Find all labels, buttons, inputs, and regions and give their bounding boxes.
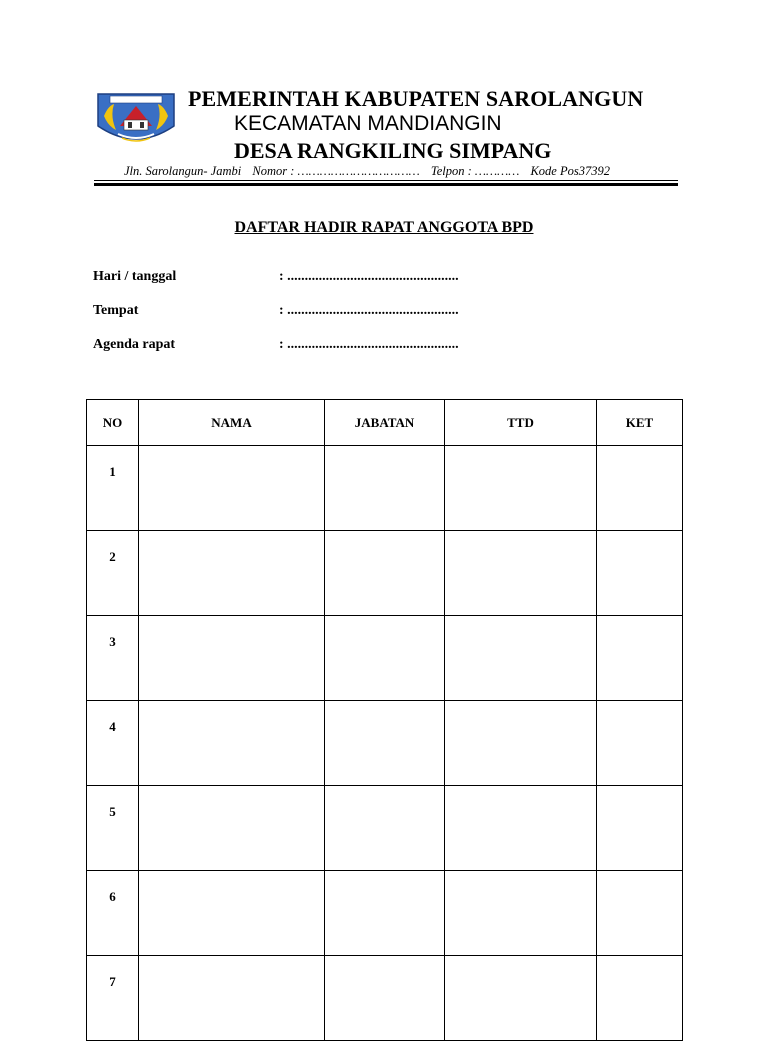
name-cell: [139, 531, 325, 616]
note-cell: [597, 786, 683, 871]
letterhead-divider-thin: [94, 180, 678, 181]
government-title: PEMERINTAH KABUPATEN SAROLANGUN: [188, 86, 644, 111]
address-line: [124, 164, 618, 179]
note-cell: [597, 531, 683, 616]
position-cell: [325, 786, 445, 871]
table-row: [87, 786, 683, 871]
document-title: DAFTAR HADIR RAPAT ANGGOTA BPD: [234, 219, 534, 236]
name-cell: [139, 446, 325, 531]
village-name: DESA RANGKILING SIMPANG: [234, 138, 552, 163]
nomor-field: Nomor : ……………………………: [252, 164, 420, 178]
field-label-date: Hari / tanggal: [93, 269, 177, 284]
row-number: 4: [87, 701, 139, 786]
table-row: [87, 701, 683, 786]
row-number: 3: [87, 616, 139, 701]
signature-cell: [445, 446, 597, 531]
regency-seal-icon: [94, 86, 178, 150]
district-name: KECAMATAN MANDIANGIN: [234, 112, 502, 135]
row-number: 5: [87, 786, 139, 871]
field-value-place: : .................................................: [279, 303, 459, 318]
position-cell: [325, 616, 445, 701]
table-row: [87, 616, 683, 701]
signature-cell: [445, 786, 597, 871]
regency-logo: [94, 86, 178, 150]
name-cell: [139, 956, 325, 1041]
name-cell: [139, 701, 325, 786]
field-label-agenda: Agenda rapat: [93, 337, 176, 352]
note-cell: [597, 871, 683, 956]
postal-code: Kode Pos37392: [530, 164, 610, 178]
header-nama: NAMA: [139, 400, 325, 446]
table-row: [87, 531, 683, 616]
position-cell: [325, 956, 445, 1041]
note-cell: [597, 446, 683, 531]
position-cell: [325, 531, 445, 616]
name-cell: [139, 871, 325, 956]
table-row: [87, 956, 683, 1041]
table-row: [87, 871, 683, 956]
position-cell: [325, 701, 445, 786]
row-number: 2: [87, 531, 139, 616]
header-ket: KET: [597, 400, 683, 446]
name-cell: [139, 616, 325, 701]
position-cell: [325, 871, 445, 956]
row-number: 1: [87, 446, 139, 531]
position-cell: [325, 446, 445, 531]
header-jabatan: JABATAN: [325, 400, 445, 446]
field-label-place: Tempat: [93, 303, 139, 318]
row-number: 7: [87, 956, 139, 1041]
header-no: NO: [87, 400, 139, 446]
signature-cell: [445, 956, 597, 1041]
field-value-date: : .................................................: [279, 269, 459, 284]
note-cell: [597, 701, 683, 786]
row-number: 6: [87, 871, 139, 956]
note-cell: [597, 956, 683, 1041]
table-header-row: [87, 400, 683, 446]
street-address: Jln. Sarolangun- Jambi: [124, 164, 242, 178]
name-cell: [139, 786, 325, 871]
signature-cell: [445, 616, 597, 701]
letterhead-divider-thick: [94, 183, 678, 186]
signature-cell: [445, 701, 597, 786]
attendance-table: [86, 399, 683, 1041]
table-row: [87, 446, 683, 531]
signature-cell: [445, 871, 597, 956]
telpon-field: Telpon : …………: [430, 164, 520, 178]
field-value-agenda: : .................................................: [279, 337, 459, 352]
header-ttd: TTD: [445, 400, 597, 446]
note-cell: [597, 616, 683, 701]
signature-cell: [445, 531, 597, 616]
